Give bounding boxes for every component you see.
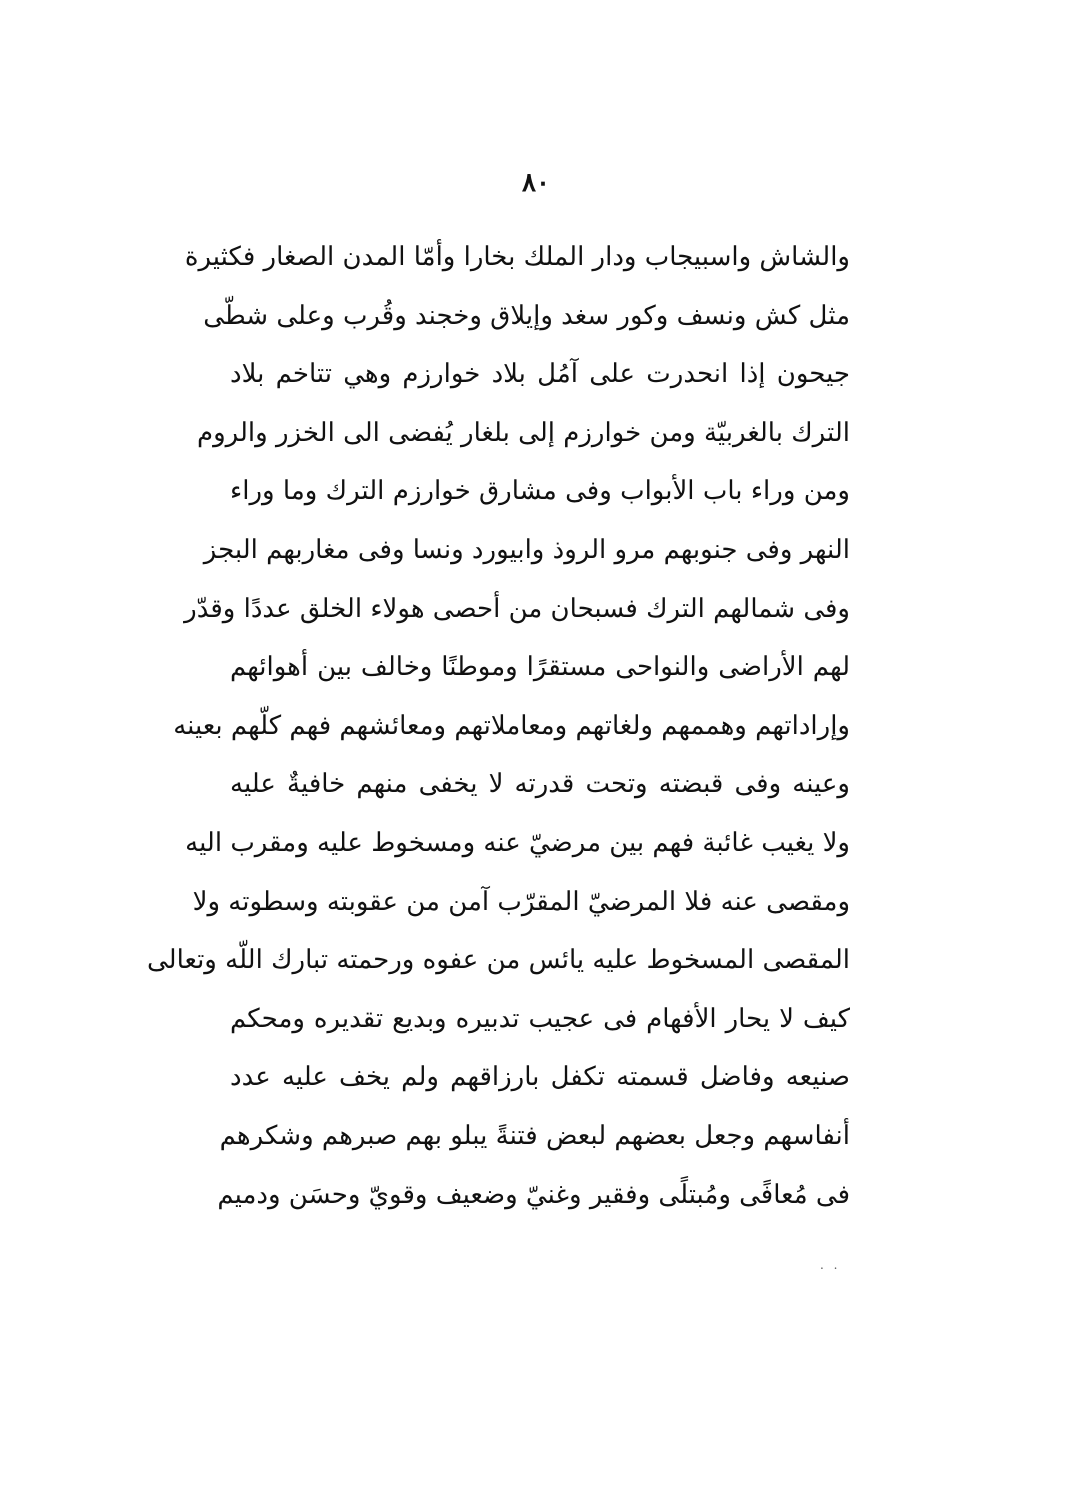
text-line: ومن وراء باب الأبواب وفى مشارق خوارزم الترك وما وراء xyxy=(230,476,850,507)
text-line: وإراداتهم وهممهم ولغاتهم ومعاملاتهم ومعائشهم فهم كلّهم بعينه xyxy=(173,710,850,741)
text-line: وعينه وفى قبضته وتحت قدرته لا يخفى منهم خافيةٌ عليه xyxy=(230,769,850,800)
text-line: جيحون إذا انحدرت على آمُل بلاد خوارزم وهي تتاخم بلاد xyxy=(230,359,850,390)
text-line: المقصى المسخوط عليه يائس من عفوه ورحمته تبارك اللّه وتعالى xyxy=(147,945,850,976)
text-line: والشاش واسبيجاب ودار الملك بخارا وأمّا المدن الصغار فكثيرة xyxy=(184,242,850,272)
text-line: الترك بالغربيّة ومن خوارزم إلى بلغار يُفضى الى الخزر والروم xyxy=(197,417,850,448)
page-number: ٨٠ xyxy=(522,168,550,198)
text-line: مثل كش ونسف وكور سغد وإيلاق وخجند وقُرب وعلى شطّى xyxy=(203,300,850,331)
text-line: لهم الأراضى والنواحى مستقرًا وموطنًا وخالف بين أهوائهم xyxy=(230,652,850,683)
body-text xyxy=(147,228,850,1224)
print-specks: . . xyxy=(820,1258,841,1272)
text-line: ولا يغيب غائبة فهم بين مرضيّ عنه ومسخوط عليه ومقرب اليه xyxy=(185,827,850,858)
text-line: ومقصى عنه فلا المرضيّ المقرّب آمن من عقوبته وسطوته ولا xyxy=(192,886,850,917)
text-line: أنفاسهم وجعل بعضهم لبعض فتنةً يبلو بهم صبرهم وشكرهم xyxy=(219,1120,850,1151)
text-line: النهر وفى جنوبهم مرو الروذ وابيورد ونسا وفى مغاربهم البجز xyxy=(203,534,850,565)
text-line: فى مُعافًى ومُبتلًى وفقير وغنيّ وضعيف وقويّ وحسَن ودميم xyxy=(217,1179,850,1210)
text-line: صنيعه وفاضل قسمته تكفل بارزاقهم ولم يخف عليه عدد xyxy=(230,1062,850,1093)
text-line: كيف لا يحار الأفهام فى عجيب تدبيره وبديع تقديره ومحكم xyxy=(230,1003,850,1034)
text-line: وفى شمالهم الترك فسبحان من أحصى هولاء الخلق عددًا وقدّر xyxy=(184,593,850,624)
